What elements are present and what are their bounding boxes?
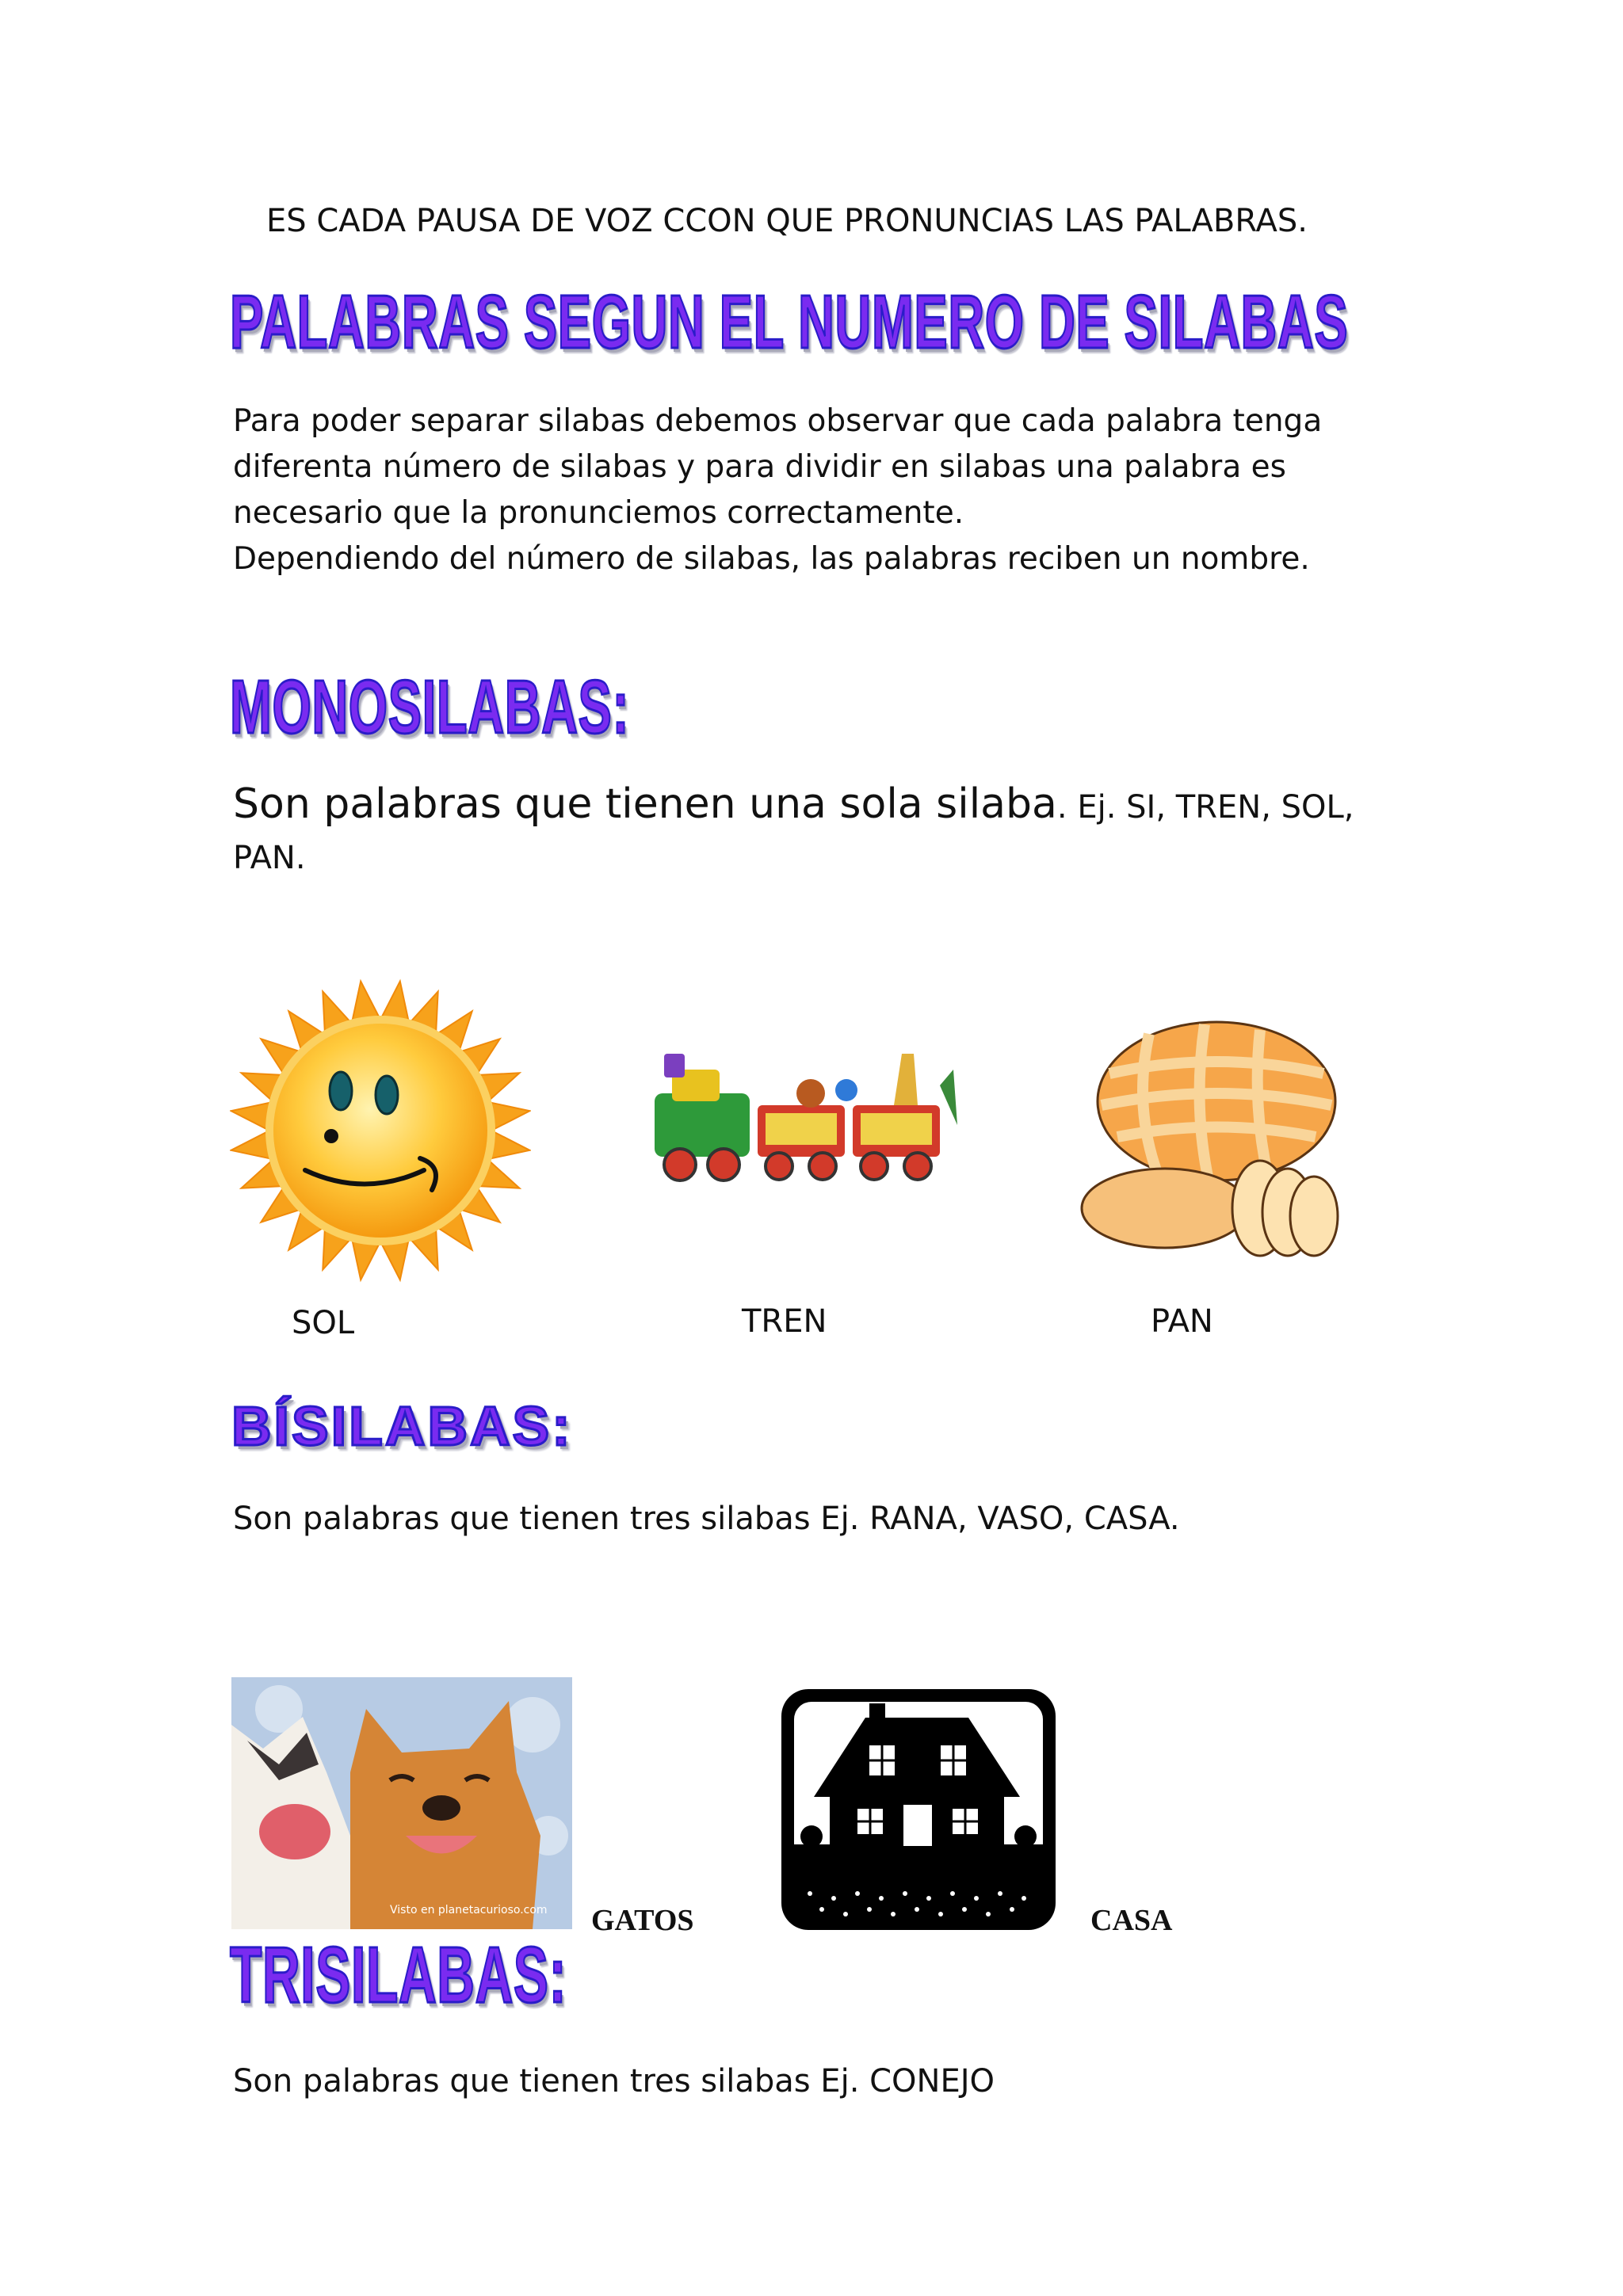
house-pictogram-icon [778,1686,1059,1933]
caption-tren: TREN [742,1303,827,1340]
toy-train-icon [640,1038,989,1196]
paragraph-line: diferenta número de silabas y para dividir en silabas una palabra es [233,449,1286,485]
caption-casa: CASA [1090,1904,1173,1937]
definition-examples: . Ej. SI, TREN, SOL, [1056,789,1354,826]
intro-paragraph [233,399,1322,582]
monosilabas-definition [233,780,1354,828]
paragraph-line: Para poder separar silabas debemos observar que cada palabra tenga [233,403,1323,439]
intro-line: ES CADA PAUSA DE VOZ CCON QUE PRONUNCIAS LAS PALABRAS. [266,203,1308,239]
caption-sol: SOL [292,1305,355,1341]
bread-loaf-icon [1078,1018,1347,1264]
caption-gatos: GATOS [591,1904,694,1937]
photo-watermark: Visto en planetacurioso.com [390,1904,548,1917]
cat-and-dog-photo [231,1677,572,1929]
paragraph-line: necesario que la pronunciemos correctamente. [233,495,964,531]
definition-large: Son palabras que tienen una sola silaba [233,780,1057,828]
sun-illustration-icon [230,968,531,1301]
paragraph-line: Dependiendo del número de silabas, las palabras reciben un nombre. [233,541,1310,577]
trisilabas-definition: Son palabras que tienen tres silabas Ej. CONEJO [233,2063,995,2100]
trisilabas-heading: TRISILABAS: [230,1931,567,2019]
caption-pan: PAN [1151,1303,1213,1340]
main-heading: PALABRAS SEGUN EL NUMERO DE SILABAS [230,280,1349,364]
monosilabas-definition-line2: PAN. [233,840,306,876]
bisilabas-heading: BÍSILABAS: [231,1395,573,1457]
monosilabas-heading: MONOSILABAS: [230,665,630,749]
bisilabas-definition: Son palabras que tienen tres silabas Ej. RANA, VASO, CASA. [233,1501,1180,1537]
